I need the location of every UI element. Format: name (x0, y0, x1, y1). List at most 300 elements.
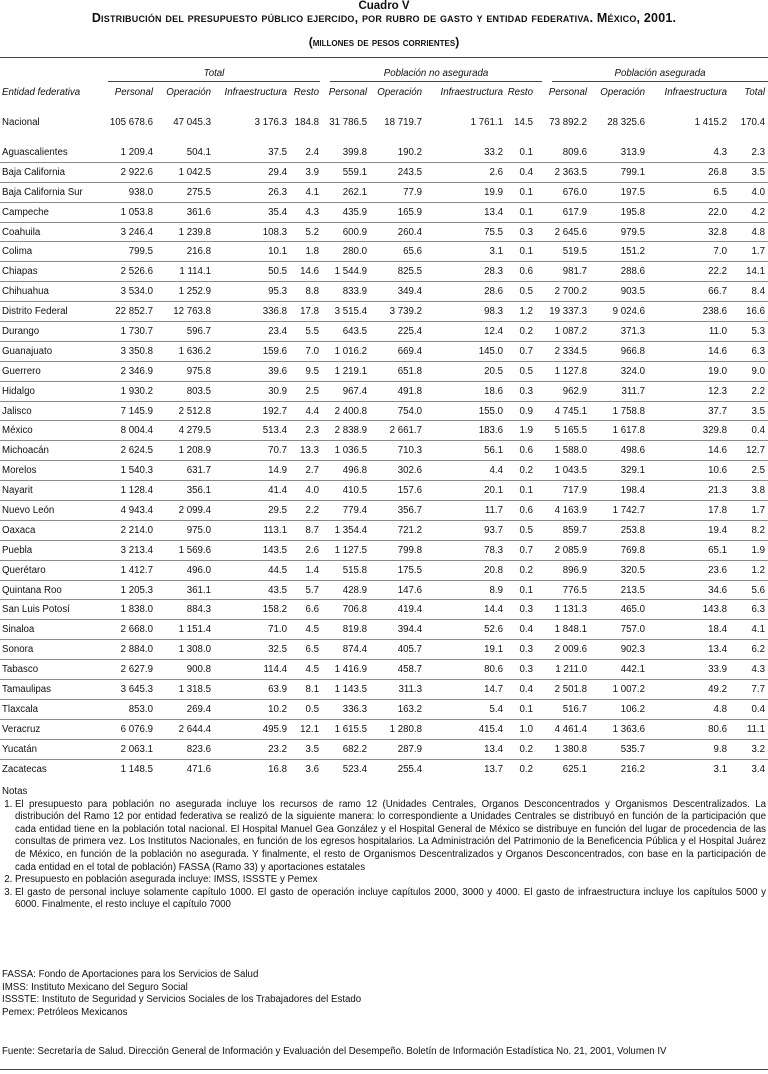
value-cell: 80.6 (648, 719, 730, 739)
notes-list (2, 799, 766, 912)
value-cell: 2 526.6 (104, 262, 156, 282)
value-cell: 415.4 (425, 719, 506, 739)
value-cell: 175.5 (370, 560, 425, 580)
value-cell: 2.3 (290, 421, 322, 441)
value-cell: 5.7 (290, 580, 322, 600)
value-cell: 0.1 (506, 143, 536, 162)
value-cell: 2 346.9 (104, 361, 156, 381)
value-cell: 3 515.4 (322, 302, 370, 322)
table-row (0, 660, 768, 680)
value-cell: 13.4 (425, 202, 506, 222)
value-cell: 9 024.6 (590, 302, 648, 322)
value-cell: 28.6 (425, 282, 506, 302)
value-cell: 0.1 (506, 699, 536, 719)
value-cell: 16.6 (730, 302, 768, 322)
value-cell: 938.0 (104, 182, 156, 202)
value-cell: 2 063.1 (104, 739, 156, 759)
value-cell: 1 148.5 (120, 763, 153, 775)
value-cell: 66.7 (648, 282, 730, 302)
value-cell: 600.9 (322, 222, 370, 242)
value-cell: 669.4 (370, 341, 425, 361)
value-cell: 2.5 (730, 461, 768, 481)
table-row (0, 421, 768, 441)
value-cell: 465.0 (590, 600, 648, 620)
value-cell: 1 042.5 (156, 162, 214, 182)
value-cell: 63.9 (214, 680, 290, 700)
value-cell: 19.4 (648, 520, 730, 540)
value-cell: 3.9 (290, 162, 322, 182)
value-cell: 65.1 (648, 540, 730, 560)
value-cell: 0.3 (506, 660, 536, 680)
value-cell: 0.4 (730, 421, 768, 441)
value-cell: 1 128.4 (104, 481, 156, 501)
value-cell: 1 308.0 (156, 640, 214, 660)
value-cell: 6.2 (730, 640, 768, 660)
value-cell: 535.7 (590, 739, 648, 759)
value-cell: 981.7 (536, 262, 590, 282)
value-cell: 280.0 (322, 242, 370, 262)
value-cell: 559.1 (322, 162, 370, 182)
table-row (0, 620, 768, 640)
entity-name-cell: San Luis Potosí (0, 600, 104, 620)
value-cell: 1 636.2 (156, 341, 214, 361)
value-cell: 8.4 (730, 282, 768, 302)
value-cell: 184.8 (294, 116, 319, 128)
value-cell: 1.0 (506, 719, 536, 739)
table-row (0, 600, 768, 620)
abbreviation-item: Pemex: Petróleos Mexicanos (2, 1006, 128, 1018)
notes-section (2, 786, 766, 912)
value-cell: 3 350.8 (104, 341, 156, 361)
entity-name-cell: Chihuahua (0, 282, 104, 302)
value-cell: 225.4 (370, 322, 425, 342)
value-cell: 1.2 (730, 560, 768, 580)
value-cell: 34.6 (648, 580, 730, 600)
entity-name-cell: Distrito Federal (0, 302, 104, 322)
value-cell: 4.8 (730, 222, 768, 242)
value-cell: 405.7 (370, 640, 425, 660)
value-cell: 8.8 (290, 282, 322, 302)
value-cell: 1.7 (730, 501, 768, 521)
value-cell: 183.6 (425, 421, 506, 441)
value-cell: 0.5 (290, 699, 322, 719)
value-cell: 2 645.6 (536, 222, 590, 242)
value-cell: 6.5 (648, 182, 730, 202)
value-cell: 98.3 (425, 302, 506, 322)
budget-table (0, 83, 768, 779)
value-cell: 2 700.2 (536, 282, 590, 302)
table-row (0, 322, 768, 342)
value-cell: 1 280.8 (370, 719, 425, 739)
value-cell: 216.8 (156, 242, 214, 262)
group-rule-total (108, 81, 320, 82)
value-cell: 2.4 (290, 143, 322, 162)
value-cell: 523.4 (342, 763, 367, 775)
value-cell: 49.2 (648, 680, 730, 700)
entity-name-cell: Sonora (0, 640, 104, 660)
value-cell: 900.8 (156, 660, 214, 680)
value-cell: 255.4 (397, 763, 422, 775)
value-cell: 13.4 (425, 739, 506, 759)
column-header: Operación (600, 86, 645, 98)
value-cell: 3.2 (730, 739, 768, 759)
value-cell: 975.0 (156, 520, 214, 540)
value-cell: 3.6 (305, 763, 319, 775)
value-cell: 5.3 (730, 322, 768, 342)
value-cell: 2.5 (290, 381, 322, 401)
value-cell: 65.6 (370, 242, 425, 262)
value-cell: 213.5 (590, 580, 648, 600)
value-cell: 0.6 (506, 262, 536, 282)
value-cell: 18.4 (648, 620, 730, 640)
value-cell: 2.2 (290, 501, 322, 521)
value-cell: 682.2 (322, 739, 370, 759)
column-header: Personal (548, 86, 587, 98)
value-cell: 809.6 (536, 143, 590, 162)
value-cell: 0.1 (506, 182, 536, 202)
entity-name-cell: Tabasco (0, 660, 104, 680)
value-cell: 73 892.2 (549, 116, 587, 128)
value-cell: 966.8 (590, 341, 648, 361)
value-cell: 2 363.5 (536, 162, 590, 182)
value-cell: 12.7 (730, 441, 768, 461)
value-cell: 95.3 (214, 282, 290, 302)
value-cell: 159.6 (214, 341, 290, 361)
table-row (0, 182, 768, 202)
value-cell: 2 501.8 (536, 680, 590, 700)
value-cell: 458.7 (370, 660, 425, 680)
value-cell: 329.1 (590, 461, 648, 481)
value-cell: 33.2 (425, 143, 506, 162)
entity-name-cell: México (0, 421, 104, 441)
entity-name-cell: Baja California (0, 162, 104, 182)
value-cell: 0.1 (506, 202, 536, 222)
entity-name-cell: Colima (0, 242, 104, 262)
value-cell: 1 730.7 (104, 322, 156, 342)
value-cell: 1 252.9 (156, 282, 214, 302)
value-cell: 3.4 (751, 763, 765, 775)
value-cell: 216.2 (620, 763, 645, 775)
value-cell: 14.5 (514, 116, 533, 128)
column-header: Operación (377, 86, 422, 98)
value-cell: 496.8 (322, 461, 370, 481)
value-cell: 428.9 (322, 580, 370, 600)
value-cell: 22 852.7 (104, 302, 156, 322)
entity-name-cell: Nayarit (0, 481, 104, 501)
value-cell: 3.1 (713, 763, 727, 775)
value-cell: 108.3 (214, 222, 290, 242)
value-cell: 243.5 (370, 162, 425, 182)
value-cell: 4.4 (290, 401, 322, 421)
column-header: Resto (507, 86, 533, 98)
table-row (0, 361, 768, 381)
value-cell: 4.5 (290, 620, 322, 640)
entity-name-cell: Oaxaca (0, 520, 104, 540)
value-cell: 260.4 (370, 222, 425, 242)
value-cell: 394.4 (370, 620, 425, 640)
value-cell: 32.8 (648, 222, 730, 242)
value-cell: 8.1 (290, 680, 322, 700)
value-cell: 596.7 (156, 322, 214, 342)
value-cell: 3.8 (730, 481, 768, 501)
value-cell: 799.8 (370, 540, 425, 560)
value-cell: 11.0 (648, 322, 730, 342)
value-cell: 2 009.6 (536, 640, 590, 660)
value-cell: 1 416.9 (322, 660, 370, 680)
table-row (0, 560, 768, 580)
table-row (0, 282, 768, 302)
value-cell: 833.9 (322, 282, 370, 302)
value-cell: 4.3 (730, 660, 768, 680)
value-cell: 0.2 (506, 322, 536, 342)
entity-name-cell: Morelos (0, 461, 104, 481)
value-cell: 9.5 (290, 361, 322, 381)
value-cell: 902.3 (590, 640, 648, 660)
entity-name-cell: Jalisco (0, 401, 104, 421)
value-cell: 31 786.5 (329, 116, 367, 128)
value-cell: 0.1 (506, 580, 536, 600)
entity-name-cell: Querétaro (0, 560, 104, 580)
value-cell: 2 334.5 (536, 341, 590, 361)
value-cell: 3.5 (290, 739, 322, 759)
table-row (0, 162, 768, 182)
value-cell: 803.5 (156, 381, 214, 401)
table-body (0, 101, 768, 779)
value-cell: 12.4 (425, 322, 506, 342)
value-cell: 471.6 (186, 763, 211, 775)
entity-name-cell: Sinaloa (0, 620, 104, 640)
value-cell: 1 209.4 (104, 143, 156, 162)
value-cell: 2 400.8 (322, 401, 370, 421)
value-cell: 198.4 (590, 481, 648, 501)
value-cell: 2 085.9 (536, 540, 590, 560)
value-cell: 336.3 (322, 699, 370, 719)
value-cell: 143.8 (648, 600, 730, 620)
value-cell: 170.4 (740, 116, 765, 128)
table-row (0, 540, 768, 560)
value-cell: 29.5 (214, 501, 290, 521)
value-cell: 0.3 (506, 600, 536, 620)
value-cell: 6.3 (730, 600, 768, 620)
value-cell: 158.2 (214, 600, 290, 620)
value-cell: 1 205.3 (104, 580, 156, 600)
value-cell: 399.8 (322, 143, 370, 162)
value-cell: 2 922.6 (104, 162, 156, 182)
value-cell: 19.9 (425, 182, 506, 202)
value-cell: 975.8 (156, 361, 214, 381)
value-cell: 33.9 (648, 660, 730, 680)
value-cell: 0.5 (506, 520, 536, 540)
value-cell: 1 219.1 (322, 361, 370, 381)
value-cell: 1.9 (506, 421, 536, 441)
value-cell: 324.0 (590, 361, 648, 381)
entity-name-cell: Guerrero (0, 361, 104, 381)
value-cell: 19.1 (425, 640, 506, 660)
value-cell: 37.5 (214, 143, 290, 162)
value-cell: 896.9 (536, 560, 590, 580)
value-cell: 313.9 (590, 143, 648, 162)
column-header: Personal (114, 86, 153, 98)
value-cell: 0.5 (506, 361, 536, 381)
value-cell: 0.1 (506, 481, 536, 501)
value-cell: 1 318.5 (156, 680, 214, 700)
value-cell: 1 127.8 (536, 361, 590, 381)
value-cell: 4 745.1 (536, 401, 590, 421)
entity-name-cell: Chiapas (0, 262, 104, 282)
value-cell: 823.6 (156, 739, 214, 759)
column-header: Operación (166, 86, 211, 98)
value-cell: 769.8 (590, 540, 648, 560)
table-subtitle: (millones de pesos corrientes) (308, 35, 460, 49)
value-cell: 20.8 (425, 560, 506, 580)
entity-name-cell: Durango (0, 322, 104, 342)
value-cell: 0.2 (506, 461, 536, 481)
value-cell: 78.3 (425, 540, 506, 560)
value-cell: 190.2 (370, 143, 425, 162)
value-cell: 1 544.9 (322, 262, 370, 282)
value-cell: 361.1 (156, 580, 214, 600)
note-item: 3. El gasto de personal incluye solamente capítulo 1000. El gasto de operación incluye capítulos 2000, 3000 y 4000. El gasto de infraestructura incluye los capítulos 5000 y 6000. Finalmente, el resto incluye el capítulo 7000 (15, 887, 766, 912)
value-cell: 1 087.2 (536, 322, 590, 342)
value-cell: 495.9 (214, 719, 290, 739)
value-cell: 1 036.5 (322, 441, 370, 461)
value-cell: 1 007.2 (590, 680, 648, 700)
value-cell: 1 211.0 (536, 660, 590, 680)
value-cell: 17.8 (290, 302, 322, 322)
value-cell: 165.9 (370, 202, 425, 222)
table-row (0, 381, 768, 401)
value-cell: 2.3 (730, 143, 768, 162)
value-cell: 2 624.5 (104, 441, 156, 461)
value-cell: 22.0 (648, 202, 730, 222)
value-cell: 28 325.6 (607, 116, 645, 128)
value-cell: 519.5 (536, 242, 590, 262)
group-header-asegurada: Población asegurada (614, 68, 706, 79)
column-header: Infraestructura (440, 86, 503, 98)
value-cell: 0.9 (506, 401, 536, 421)
value-cell: 23.4 (214, 322, 290, 342)
value-cell: 7 145.9 (104, 401, 156, 421)
value-cell: 2 214.0 (104, 520, 156, 540)
entity-name-cell: Yucatán (0, 739, 104, 759)
value-cell: 4.4 (425, 461, 506, 481)
value-cell: 515.8 (322, 560, 370, 580)
value-cell: 967.4 (322, 381, 370, 401)
value-cell: 147.6 (370, 580, 425, 600)
column-header: Infraestructura (664, 86, 727, 98)
value-cell: 4 461.4 (536, 719, 590, 739)
value-cell: 23.2 (214, 739, 290, 759)
value-cell: 35.4 (214, 202, 290, 222)
value-cell: 5.4 (425, 699, 506, 719)
value-cell: 253.8 (590, 520, 648, 540)
value-cell: 13.7 (484, 763, 503, 775)
note-item: 2. Presupuesto en población asegurada incluye: IMSS, ISSSTE y Pemex (15, 874, 766, 887)
value-cell: 0.6 (506, 441, 536, 461)
value-cell: 1 415.2 (694, 116, 727, 128)
value-cell: 1 239.8 (156, 222, 214, 242)
table-row (0, 242, 768, 262)
value-cell: 6 076.9 (104, 719, 156, 739)
value-cell: 197.5 (590, 182, 648, 202)
value-cell: 4.3 (290, 202, 322, 222)
entity-name-cell: Nuevo León (0, 501, 104, 521)
value-cell: 717.9 (536, 481, 590, 501)
value-cell: 11.1 (730, 719, 768, 739)
value-cell: 302.6 (370, 461, 425, 481)
value-cell: 3.1 (425, 242, 506, 262)
value-cell: 3.5 (730, 162, 768, 182)
value-cell: 513.4 (214, 421, 290, 441)
value-cell: 4.0 (730, 182, 768, 202)
entity-name-cell: Hidalgo (0, 381, 104, 401)
value-cell: 0.6 (506, 501, 536, 521)
value-cell: 853.0 (104, 699, 156, 719)
value-cell: 1.9 (730, 540, 768, 560)
value-cell: 11.7 (425, 501, 506, 521)
value-cell: 143.5 (214, 540, 290, 560)
entity-name-cell: Quintana Roo (0, 580, 104, 600)
value-cell: 617.9 (536, 202, 590, 222)
value-cell: 3 213.4 (104, 540, 156, 560)
value-cell: 859.7 (536, 520, 590, 540)
group-header-no-asegurada: Población no asegurada (383, 68, 489, 79)
value-cell: 1 742.7 (590, 501, 648, 521)
value-cell: 1 053.8 (104, 202, 156, 222)
value-cell: 4.1 (290, 182, 322, 202)
value-cell: 3.5 (730, 401, 768, 421)
table-label: Cuadro V (358, 0, 410, 12)
group-rule-asegurada (552, 81, 768, 82)
value-cell: 4 279.5 (156, 421, 214, 441)
value-cell: 676.0 (536, 182, 590, 202)
top-rule (0, 57, 768, 58)
value-cell: 2 512.8 (156, 401, 214, 421)
entity-name-cell: Guanajuato (0, 341, 104, 361)
value-cell: 884.3 (156, 600, 214, 620)
value-cell: 1 569.6 (156, 540, 214, 560)
value-cell: 1 758.8 (590, 401, 648, 421)
value-cell: 5.5 (290, 322, 322, 342)
table-row (0, 441, 768, 461)
value-cell: 14.6 (648, 341, 730, 361)
note-item: 1. El presupuesto para población no asegurada incluye los recursos de ramo 12 (Unidades Centrales, Organos Desconcentrados y Organismos Descentralizados. La distribución del Ramo 12 por entidad federativa se realizó de la siguiente manera: lo correspondiente a Unidades Centrales se distribuyó en función de la participación que cada entidad tiene en la población total nacional. El Hospital Manuel Gea González y el Hospital General de México se distribuye en función del lugar de procedencia de las consultas de primera vez. Los Institutos Nacionales, en función de los egresos hospitalarios. La Administración del Patrimonio de la Beneficencia Pública y el Hospital Juárez de México, en función de la población no asegurada. Y finalmente, el resto de Organismos Descentralizados y Organos Desconcentrados, con base en la participación de cada entidad en el total de población) FASSA (Ramo 33) y aportaciones estatales (15, 799, 766, 875)
value-cell: 0.2 (519, 763, 533, 775)
entity-name-cell: Nacional (2, 116, 40, 128)
abbreviation-item: ISSSTE: Instituto de Seguridad y Servicios Sociales de los Trabajadores del Estado (2, 994, 362, 1006)
value-cell: 1.4 (290, 560, 322, 580)
value-cell: 30.9 (214, 381, 290, 401)
value-cell: 962.9 (536, 381, 590, 401)
source-note: Fuente: Secretaría de Salud. Dirección General de Información y Evaluación del Desempeño. Boletín de Información Estadística No. 21, 2001, Volumen IV (2, 1046, 667, 1057)
value-cell: 114.4 (214, 660, 290, 680)
value-cell: 320.5 (590, 560, 648, 580)
value-cell: 491.8 (370, 381, 425, 401)
value-cell: 28.3 (425, 262, 506, 282)
value-cell: 779.4 (322, 501, 370, 521)
value-cell: 4 943.4 (104, 501, 156, 521)
value-cell: 643.5 (322, 322, 370, 342)
value-cell: 311.3 (370, 680, 425, 700)
value-cell: 2 668.0 (104, 620, 156, 640)
value-cell: 874.4 (322, 640, 370, 660)
value-cell: 1 208.9 (156, 441, 214, 461)
value-cell: 26.3 (214, 182, 290, 202)
value-cell: 0.7 (506, 540, 536, 560)
value-cell: 195.8 (590, 202, 648, 222)
column-header-row (0, 83, 768, 101)
value-cell: 776.5 (536, 580, 590, 600)
